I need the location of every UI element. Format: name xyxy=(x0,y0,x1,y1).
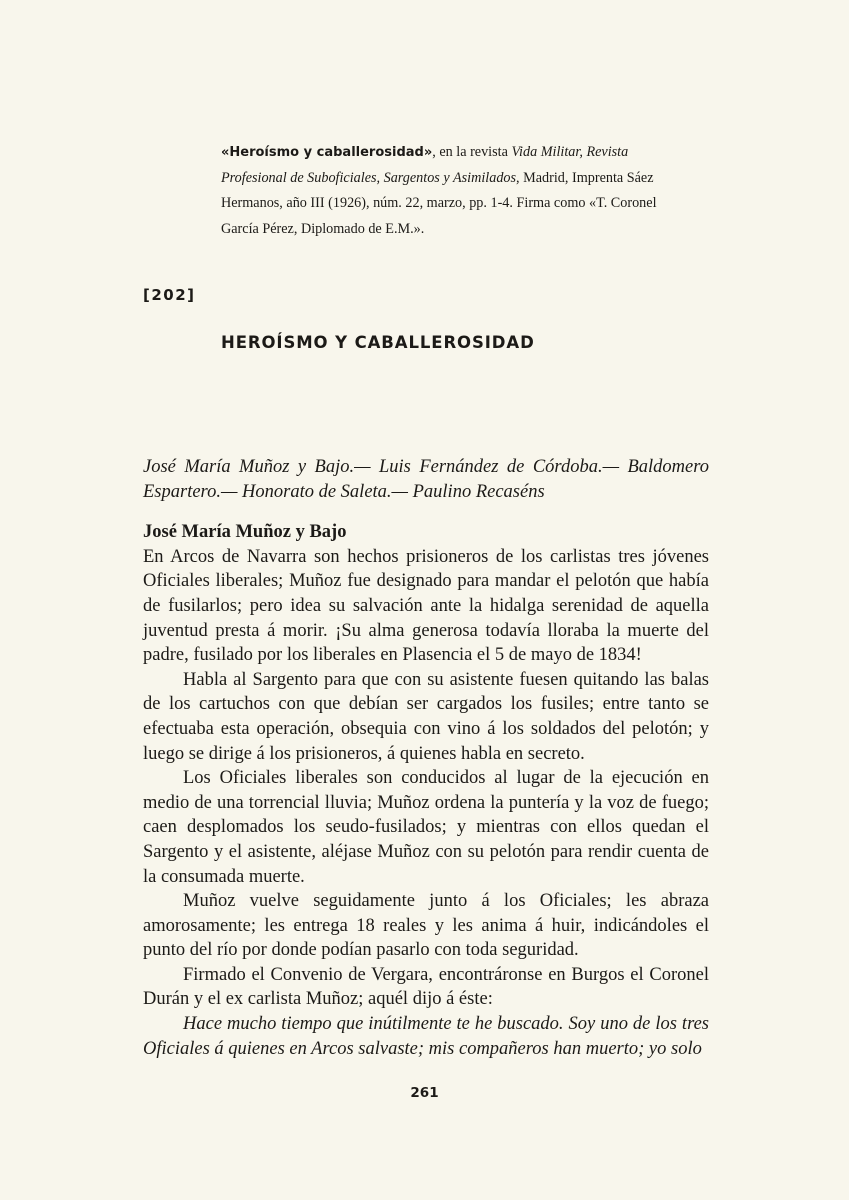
paragraph: Muñoz vuelve seguidamente junto á los Oficiales; les abraza amorosamente; les entrega 18 reales y les anima á huir, indicándoles el punto del río por donde podían pasarlo con toda seguridad. xyxy=(143,891,709,961)
document-number: [202] xyxy=(143,286,196,304)
page-title: HEROÍSMO Y CABALLEROSIDAD xyxy=(221,333,535,352)
page-number: 261 xyxy=(410,1085,439,1101)
section-heading: José María Muñoz y Bajo xyxy=(143,522,347,543)
source-note-details: , Madrid, Imprenta Sáez Hermanos, año III (1926), núm. 22, marzo, pp. 1-4. Firma como «T. Coronel García Pérez, Diplomado de E.M.». xyxy=(221,169,657,237)
quoted-paragraph: Hace mucho tiempo que inútilmente te he buscado. Soy uno de los tres Oficiales á quienes en Arcos salvaste; mis compañeros han muerto; yo solo xyxy=(143,1014,709,1059)
source-note-text: , en la revista xyxy=(432,144,512,160)
paragraph: Firmado el Convenio de Vergara, encontráronse en Burgos el Coronel Durán y el ex carlista Muñoz; aquél dijo á éste: xyxy=(143,964,709,1010)
source-note-title: «Heroísmo y caballerosidad» xyxy=(221,145,433,160)
source-note xyxy=(221,140,691,242)
paragraph: En Arcos de Navarra son hechos prisioneros de los carlistas tres jóvenes Oficiales liberales; Muñoz fue designado para mandar el pelotón que había de fusilarlos; pero idea su salvación ante la hidalga serenidad de aquella juventud presta á morir. ¡Su alma generosa todavía lloraba la muerte del padre, fusilado por los liberales en Plasencia el 5 de mayo de 1834! xyxy=(143,546,709,666)
source-note-magazine: Vida Militar, Revista Profesional de Suboficiales, Sargentos y Asimilados xyxy=(221,144,629,186)
paragraph: Habla al Sargento para que con su asistente fuesen quitando las balas de los cartuchos con que debían ser cargados los fusiles; entre tanto se efectuaba esta operación, obsequia con vino á los soldados del pelotón; y luego se dirige á los prisioneros, á quienes habla en secreto. xyxy=(143,669,709,764)
body-text xyxy=(143,455,709,1061)
names-line: José María Muñoz y Bajo.— Luis Fernández de Córdoba.— Baldomero Espartero.— Honorato de Saleta.— Paulino Recaséns xyxy=(143,457,709,502)
paragraph: Los Oficiales liberales son conducidos al lugar de la ejecución en medio de una torrencial lluvia; Muñoz ordena la puntería y la voz de fuego; caen desplomados los seudo-fusilados; y mientras con ellos quedan el Sargento y el asistente, aléjase Muñoz con su pelotón para rendir cuenta de la consumada muerte. xyxy=(143,768,709,887)
